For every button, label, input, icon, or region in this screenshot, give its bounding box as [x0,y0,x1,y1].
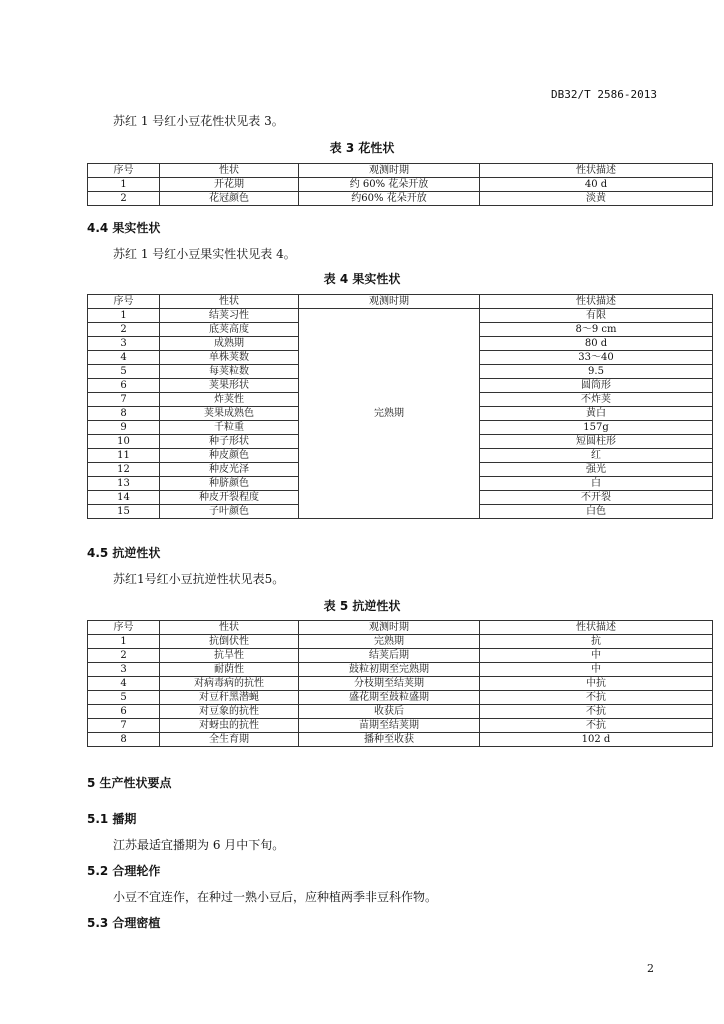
page-number: 2 [647,962,654,975]
table3 [87,163,713,206]
cell-trait: 种皮颜色 [160,449,299,463]
section-5-2-heading: 5.2 合理轮作 [87,864,161,878]
cell-period: 播种至收获 [299,733,480,747]
column-header: 序号 [88,164,160,178]
cell-trait: 花冠颜色 [160,192,299,206]
cell-description: 白 [480,477,713,491]
column-header: 观测时期 [299,164,480,178]
cell-index: 8 [88,407,160,421]
table4-header [88,295,713,309]
standard-code: DB32/T 2586-2013 [551,88,657,101]
section-5-1-heading: 5.1 播期 [87,812,137,826]
cell-description: 红 [480,449,713,463]
cell-index: 13 [88,477,160,491]
section-5-2-text: 小豆不宜连作，在种过一熟小豆后，应种植两季非豆科作物。 [113,890,438,904]
cell-index: 11 [88,449,160,463]
table5 [87,620,713,747]
cell-index: 15 [88,505,160,519]
cell-index: 3 [88,337,160,351]
cell-index: 2 [88,192,160,206]
cell-description: 33～40 [480,351,713,365]
cell-description: 黄白 [480,407,713,421]
cell-trait: 对豆秆黑潜蝇 [160,691,299,705]
cell-trait: 对病毒病的抗性 [160,677,299,691]
cell-trait: 结荚习性 [160,309,299,323]
cell-index: 2 [88,649,160,663]
cell-index: 1 [88,635,160,649]
table5-caption: 表 5 抗逆性状 [323,599,401,613]
table-row [88,649,713,663]
cell-trait: 种子形状 [160,435,299,449]
cell-period: 完熟期 [299,635,480,649]
cell-index: 12 [88,463,160,477]
cell-index: 9 [88,421,160,435]
cell-description: 不开裂 [480,491,713,505]
column-header: 性状 [160,621,299,635]
table-row [88,733,713,747]
table4 [87,294,713,519]
cell-trait: 荚果形状 [160,379,299,393]
section-4-4-heading: 4.4 果实性状 [87,221,161,235]
table3-header [88,164,713,178]
cell-period: 苗期至结荚期 [299,719,480,733]
cell-index: 4 [88,677,160,691]
section-4-5-heading: 4.5 抗逆性状 [87,546,161,560]
table-row [88,178,713,192]
cell-index: 10 [88,435,160,449]
table5-intro: 苏红1号红小豆抗逆性状见表5。 [113,572,285,586]
cell-index: 2 [88,323,160,337]
cell-period: 鼓粒初期至完熟期 [299,663,480,677]
column-header: 序号 [88,295,160,309]
section-5-3-heading: 5.3 合理密植 [87,916,161,930]
cell-description: 157g [480,421,713,435]
cell-trait: 抗倒伏性 [160,635,299,649]
cell-index: 4 [88,351,160,365]
cell-description: 圆筒形 [480,379,713,393]
cell-index: 7 [88,719,160,733]
cell-trait: 子叶颜色 [160,505,299,519]
column-header: 性状描述 [480,621,713,635]
cell-description: 不抗 [480,719,713,733]
cell-description: 8～9 cm [480,323,713,337]
cell-index: 5 [88,691,160,705]
cell-period: 完熟期 [299,309,480,519]
cell-trait: 底荚高度 [160,323,299,337]
table-row [88,691,713,705]
cell-index: 3 [88,663,160,677]
cell-trait: 千粒重 [160,421,299,435]
cell-description: 9.5 [480,365,713,379]
cell-trait: 对豆象的抗性 [160,705,299,719]
cell-description: 白色 [480,505,713,519]
cell-period: 约60% 花朵开放 [299,192,480,206]
cell-description: 淡黄 [480,192,713,206]
cell-index: 6 [88,379,160,393]
section-5-1-text: 江苏最适宜播期为 6 月中下旬。 [113,838,285,852]
section-5-heading: 5 生产性状要点 [87,776,172,790]
column-header: 观测时期 [299,621,480,635]
cell-trait: 抗旱性 [160,649,299,663]
cell-period: 结荚后期 [299,649,480,663]
table-row [88,309,713,323]
table-row [88,677,713,691]
column-header: 性状描述 [480,295,713,309]
cell-trait: 全生育期 [160,733,299,747]
cell-trait: 单株荚数 [160,351,299,365]
table-row [88,192,713,206]
cell-description: 不炸荚 [480,393,713,407]
table5-header [88,621,713,635]
cell-description: 抗 [480,635,713,649]
cell-trait: 耐荫性 [160,663,299,677]
cell-description: 中抗 [480,677,713,691]
cell-trait: 成熟期 [160,337,299,351]
cell-description: 40 d [480,178,713,192]
cell-description: 短圆柱形 [480,435,713,449]
cell-description: 中 [480,649,713,663]
cell-trait: 种皮开裂程度 [160,491,299,505]
table-row [88,719,713,733]
cell-description: 中 [480,663,713,677]
column-header: 观测时期 [299,295,480,309]
cell-description: 80 d [480,337,713,351]
column-header: 序号 [88,621,160,635]
cell-trait: 荚果成熟色 [160,407,299,421]
table-row [88,705,713,719]
cell-description: 有限 [480,309,713,323]
cell-index: 14 [88,491,160,505]
cell-index: 5 [88,365,160,379]
cell-period: 盛花期至鼓粒盛期 [299,691,480,705]
cell-description: 102 d [480,733,713,747]
table-row [88,635,713,649]
cell-period: 收获后 [299,705,480,719]
cell-trait: 每荚粒数 [160,365,299,379]
table3-intro: 苏红 1 号红小豆花性状见表 3。 [113,114,284,128]
column-header: 性状描述 [480,164,713,178]
cell-index: 7 [88,393,160,407]
cell-period: 约 60% 花朵开放 [299,178,480,192]
cell-description: 不抗 [480,705,713,719]
cell-description: 强光 [480,463,713,477]
cell-trait: 种脐颜色 [160,477,299,491]
cell-trait: 对蚜虫的抗性 [160,719,299,733]
table4-intro: 苏红 1 号红小豆果实性状见表 4。 [113,247,296,261]
cell-index: 8 [88,733,160,747]
table3-caption: 表 3 花性状 [329,141,395,155]
column-header: 性状 [160,295,299,309]
table4-caption: 表 4 果实性状 [323,272,401,286]
cell-trait: 开花期 [160,178,299,192]
column-header: 性状 [160,164,299,178]
cell-index: 1 [88,178,160,192]
cell-index: 6 [88,705,160,719]
cell-description: 不抗 [480,691,713,705]
table-row [88,663,713,677]
cell-period: 分枝期至结荚期 [299,677,480,691]
cell-trait: 种皮光泽 [160,463,299,477]
cell-index: 1 [88,309,160,323]
cell-trait: 炸荚性 [160,393,299,407]
